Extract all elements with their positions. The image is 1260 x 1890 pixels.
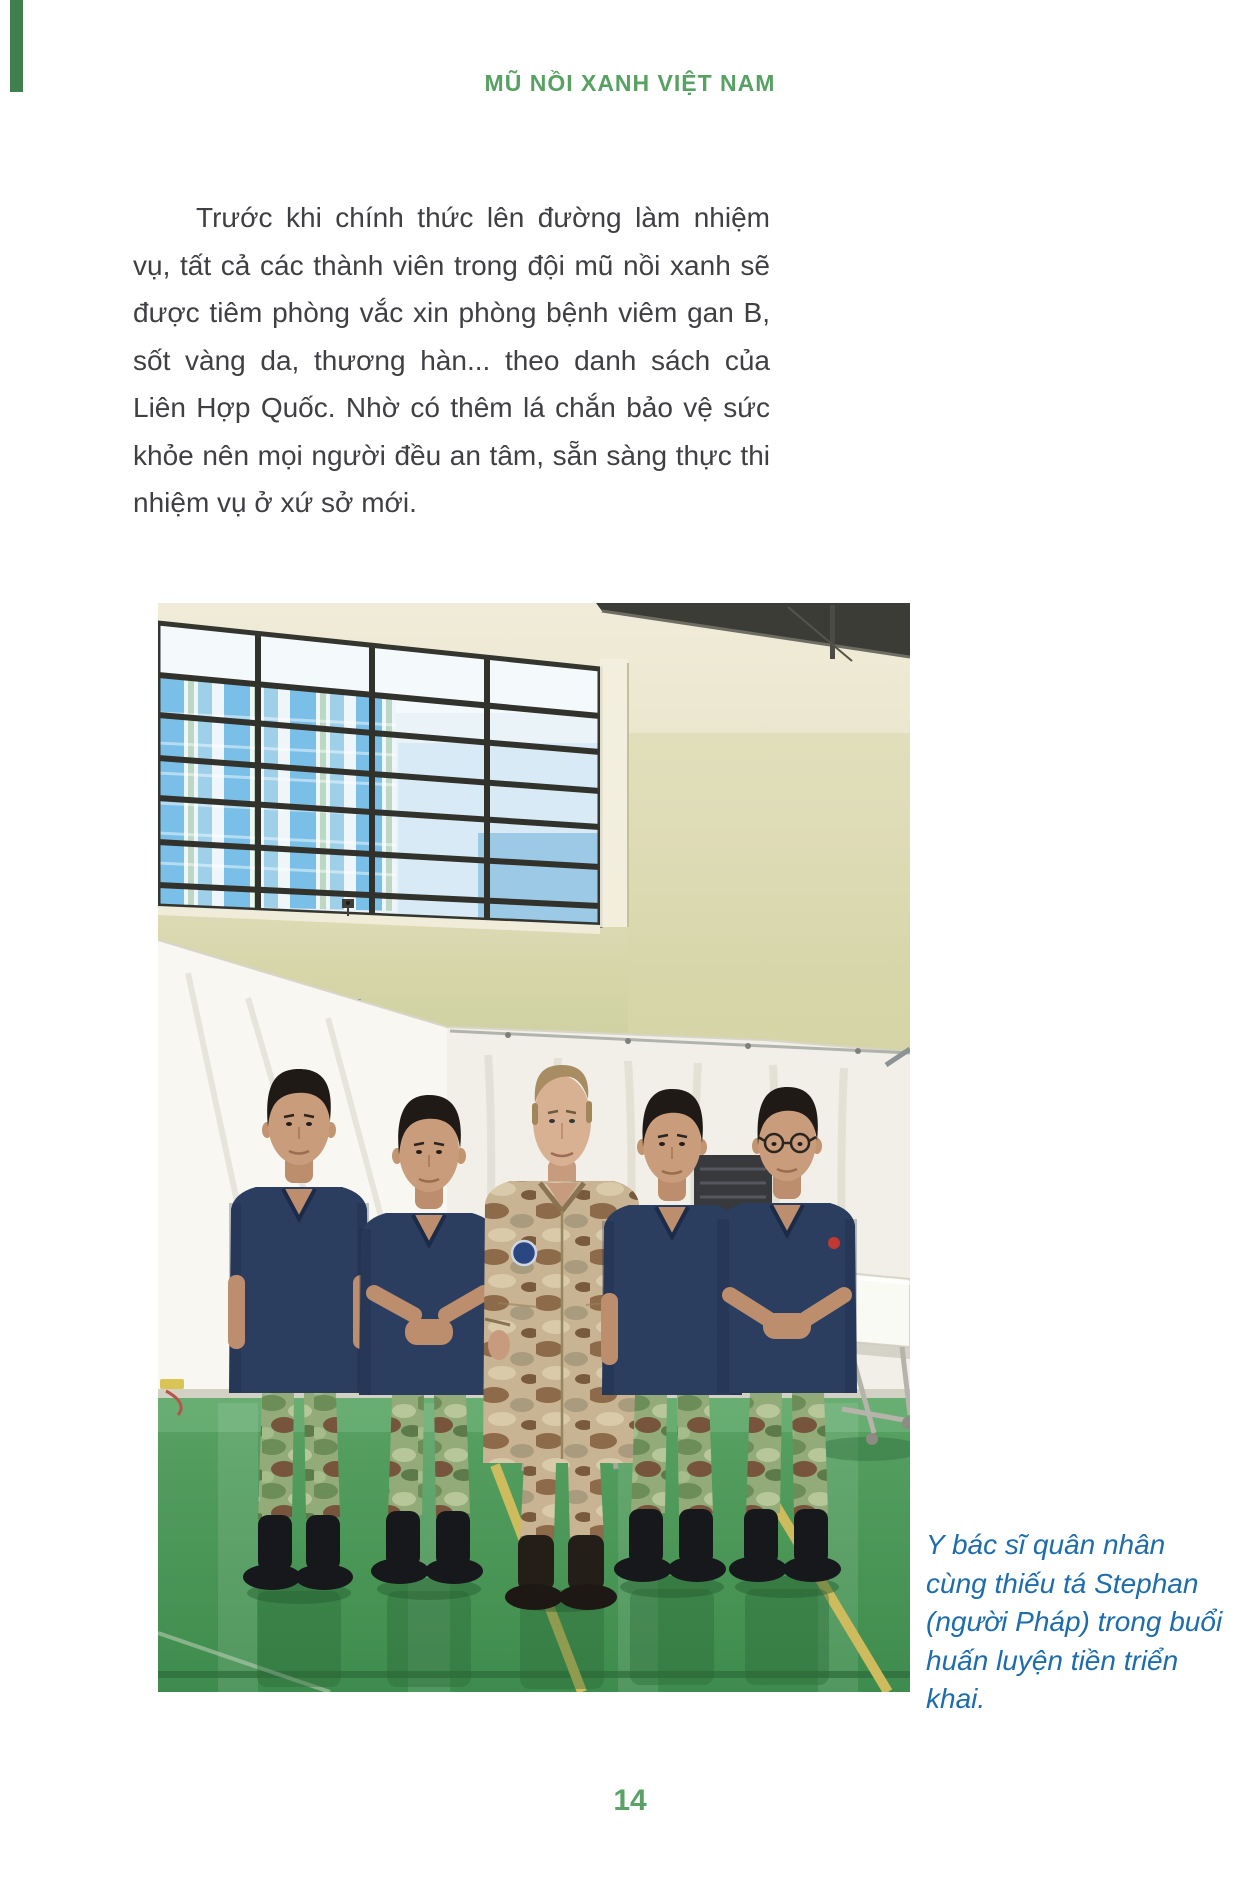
red-logo-patch <box>828 1237 840 1249</box>
page-header-title: MŨ NỒI XANH VIỆT NAM <box>484 70 776 96</box>
photo-illustration <box>158 603 910 1692</box>
window-pillar <box>600 659 628 927</box>
body-paragraph: Trước khi chính thức lên đường làm nhiệm vụ, tất cả các thành viên trong đội mũ nồi xanh sẽ được tiêm phòng vắc xin phòng bệnh viêm gan B, sốt vàng da, thương hàn... theo danh sách của Liên Hợp Quốc. Nhờ có thêm lá chắn bảo vệ sức khỏe nên mọi người đều an tâm, sẵn sàng thực thi nhiệm vụ ở xứ sở mới. <box>133 202 770 518</box>
page-number: 14 <box>613 1784 647 1817</box>
figure-caption: Y bác sĩ quân nhân cùng thiếu tá Stephan (người Pháp) trong buổi huấn luyện tiền triển khai. <box>926 1529 1223 1714</box>
photo-figure <box>158 603 910 1692</box>
chest-patch <box>512 1241 536 1265</box>
